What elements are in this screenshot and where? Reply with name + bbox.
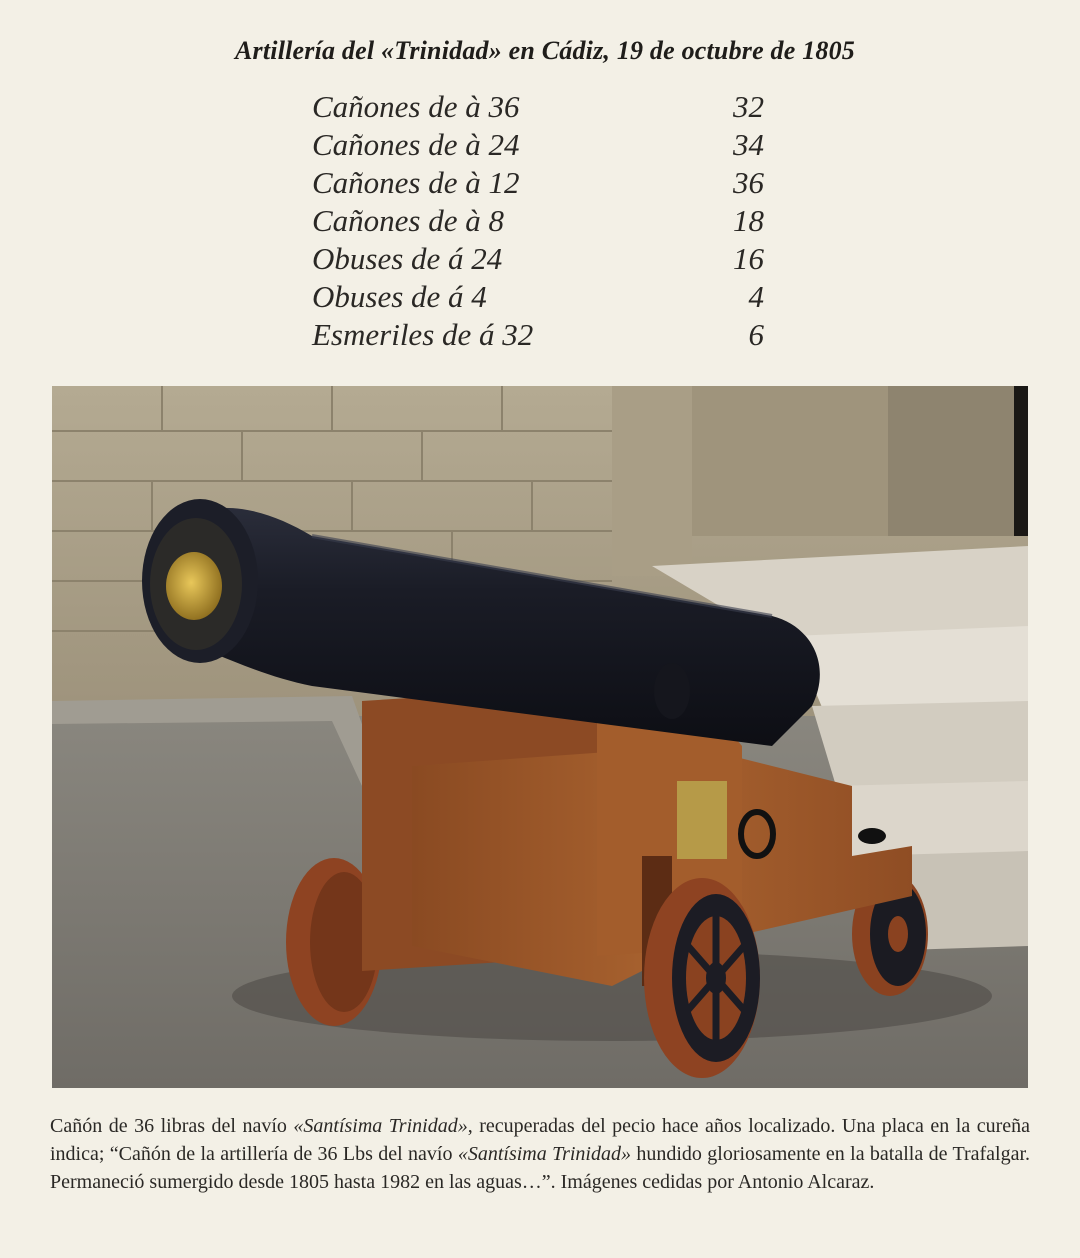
row-qty: 36 xyxy=(733,165,764,200)
row-name: Cañones de à 36 xyxy=(312,89,520,124)
row-qty: 32 xyxy=(733,89,764,124)
table-row xyxy=(312,316,772,354)
row-qty: 18 xyxy=(733,203,764,238)
page-title: Artillería del «Trinidad» en Cádiz, 19 de octubre de 1805 xyxy=(235,36,855,65)
table-row xyxy=(312,202,772,240)
iron-fitting xyxy=(858,828,886,844)
caption-text-1: Cañón de 36 libras del navío xyxy=(50,1115,294,1137)
caption-ship-1: «Santísima Trinidad» xyxy=(293,1115,468,1137)
row-name: Obuses de á 24 xyxy=(312,241,503,276)
doorway xyxy=(1014,386,1028,536)
table-row xyxy=(312,240,772,278)
caption-text-3: hundido gloriosamente en la batalla de Trafalgar. Permaneció sumergido desde 1805 hasta 1982 en las aguas…”. Imágenes cedidas por Antonio Alcaraz. xyxy=(50,1143,1031,1193)
cannon-photo xyxy=(52,386,1028,1088)
wall-right xyxy=(888,386,1016,536)
front-wheel xyxy=(644,878,760,1078)
row-name: Cañones de à 12 xyxy=(312,165,520,200)
row-name: Cañones de à 24 xyxy=(312,127,520,162)
row-qty: 6 xyxy=(748,317,764,352)
brass-plaque xyxy=(677,781,727,859)
row-name: Cañones de à 8 xyxy=(312,203,505,238)
table-row xyxy=(312,88,772,126)
row-name: Obuses de á 4 xyxy=(312,279,487,314)
pilaster xyxy=(612,386,692,576)
photo-caption xyxy=(50,1112,1030,1196)
artillery-table xyxy=(312,88,772,354)
table-row xyxy=(312,164,772,202)
row-qty: 16 xyxy=(733,241,764,276)
row-qty: 4 xyxy=(748,279,764,314)
row-name: Esmeriles de á 32 xyxy=(312,317,534,352)
table-row xyxy=(312,278,772,316)
caption-text-2: , recuperadas del pecio hace años localizado. Una placa en la cureña indica; “Cañón de la artillería de 36 Lbs del navío xyxy=(50,1115,1030,1165)
wall-recess xyxy=(692,386,888,536)
caption-ship-2: «Santísima Trinidad» xyxy=(457,1143,631,1165)
cannon-illustration xyxy=(52,386,1028,1088)
table-row xyxy=(312,126,772,164)
row-qty: 34 xyxy=(733,127,764,162)
